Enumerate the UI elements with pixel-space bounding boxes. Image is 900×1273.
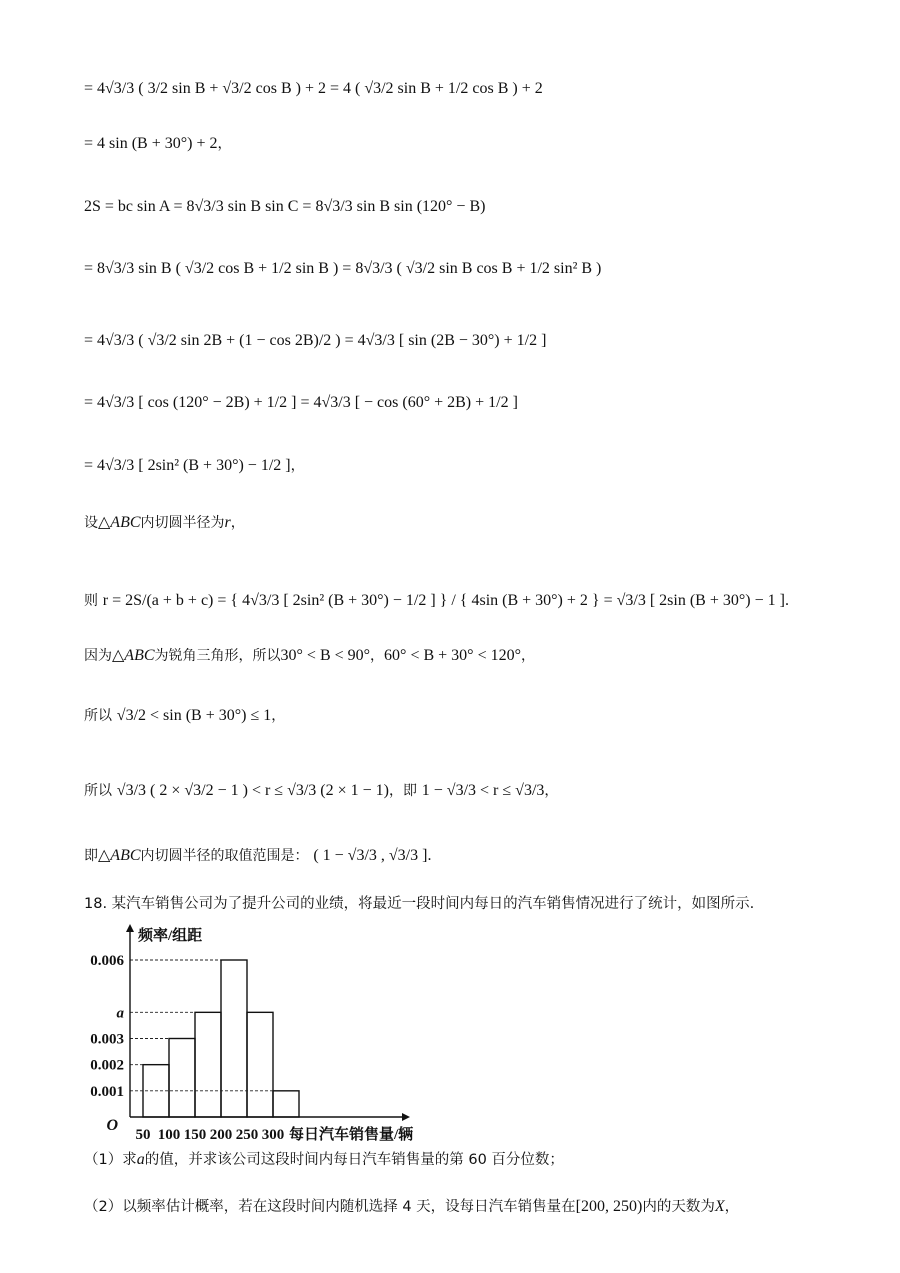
formula: = 4 sin (B + 30°) + 2 [84,135,218,152]
punctuation: ， [230,515,245,531]
punctuation: ， [271,708,286,724]
text: 内切圆半径的取值范围是： [140,848,309,864]
problem-18-question-1 [84,1150,564,1170]
formula: r [224,514,231,531]
solution-line-11 [84,705,285,726]
formula: [200, 250) [575,1198,643,1215]
formula: 60° < B + 30° < 120° [384,647,521,664]
text: 因为 [84,648,112,664]
solution-line-3 [84,196,485,217]
x-axis-arrow-icon [402,1113,410,1121]
formula: = 4√3/3 ( 3/2 sin B + √3/2 cos B ) + 2 = 4 ( √3/2 sin B + 1/2 cos B ) + 2 [84,80,543,97]
solution-line-5 [84,330,546,351]
question-text: （2）以频率估计概率，若在这段时间内随机选择 4 天，设每日汽车销售量在 [84,1199,576,1215]
y-axis-title: 频率/组距 [138,928,203,944]
formula: √3/2 < sin (B + 30°) ≤ 1 [116,707,272,724]
text: 内切圆半径为 [140,515,225,531]
solution-line-7 [84,455,305,476]
punctuation: ， [290,458,305,474]
formula: 2S = bc sin A = 8√3/3 sin B sin C = 8√3/3 sin B sin (120° − B) [84,198,486,215]
text: 为锐角三角形，所以 [154,648,281,664]
x-tick-label: 200 [209,1127,233,1143]
question-text: （1）求 [84,1152,137,1168]
punctuation: ， [544,783,559,799]
x-tick-label: 150 [183,1127,207,1143]
question-text: 的值，并求该公司这段时间内每日汽车销售量的第 60 百分位数； [144,1152,564,1168]
problem-18-statement [84,894,754,914]
solution-line-1 [84,78,543,99]
text: 则 [84,593,98,609]
frequency-histogram [84,918,464,1143]
punctuation: . [427,847,432,864]
formula: r = 2S/(a + b + c) = { 4√3/3 [ 2sin² (B + 30°) − 1/2 ] } / { 4sin (B + 30°) + 2 } = √3/3 [ 2sin (B + 30°) − 1 ] [102,592,785,609]
formula: △ABC [98,514,141,531]
y-tick-label: 0.003 [90,1031,124,1048]
solution-line-2 [84,133,231,154]
histogram-bar [221,960,247,1117]
statement-text: 18. 某汽车销售公司为了提升公司的业绩，将最近一段时间内每日的汽车销售情况进行了统计，如图所示. [84,896,755,912]
solution-line-6 [84,392,518,413]
formula: = 4√3/3 [ 2sin² (B + 30°) − 1/2 ] [84,457,291,474]
formula: 30° < B < 90° [280,647,371,664]
y-tick-label: 0.006 [90,953,124,969]
formula: 1 − √3/3 < r ≤ √3/3 [421,782,545,799]
formula: ( 1 − √3/3 , √3/3 ] [313,847,428,864]
question-text: 内的天数为 [642,1199,715,1215]
punctuation: ， [217,136,232,152]
solution-line-13 [84,845,431,866]
solution-line-8 [84,512,245,533]
formula: = 8√3/3 sin B ( √3/2 cos B + 1/2 sin B ) = 8√3/3 ( √3/2 sin B cos B + 1/2 sin² B ) [84,260,602,277]
solution-line-9 [84,590,789,611]
y-tick-label: 0.002 [90,1057,124,1074]
text: ，即 [389,783,417,799]
histogram-bar [273,1091,299,1117]
origin-label: O [106,1117,118,1134]
punctuation: ， [724,1199,740,1215]
text: 设 [84,515,98,531]
formula: = 4√3/3 [ cos (120° − 2B) + 1/2 ] = 4√3/3 [ − cos (60° + 2B) + 1/2 ] [84,394,518,411]
x-tick-label: 250 [235,1127,259,1143]
y-tick-label: 0.001 [90,1083,124,1100]
punctuation: ， [520,648,535,664]
histogram-bar [247,1012,273,1117]
text: 所以 [84,708,112,724]
formula: X [714,1198,725,1215]
punctuation: ， [370,648,385,664]
problem-18-question-2 [84,1197,739,1217]
punctuation: . [784,592,789,609]
x-axis-title: 每日汽车销售量/辆 [289,1127,414,1143]
formula: = 4√3/3 ( √3/2 sin 2B + (1 − cos 2B)/2 ) = 4√3/3 [ sin (2B − 30°) + 1/2 ] [84,332,547,349]
x-tick-label: 100 [157,1127,181,1143]
solution-line-4 [84,258,601,279]
histogram-bar [169,1039,195,1118]
solution-line-12 [84,780,558,801]
formula: △ABC [98,847,141,864]
y-tick-label: a [116,1005,124,1022]
formula: √3/3 ( 2 × √3/2 − 1 ) < r ≤ √3/3 (2 × 1 − 1) [116,782,389,799]
formula: △ABC [112,647,155,664]
y-axis-arrow-icon [126,924,134,932]
text: 即 [84,848,98,864]
x-tick-label: 300 [261,1127,285,1143]
text: 所以 [84,783,112,799]
x-tick-label: 50 [135,1127,151,1143]
formula: a [136,1151,145,1168]
histogram-bar [195,1012,221,1117]
solution-line-10 [84,645,535,666]
